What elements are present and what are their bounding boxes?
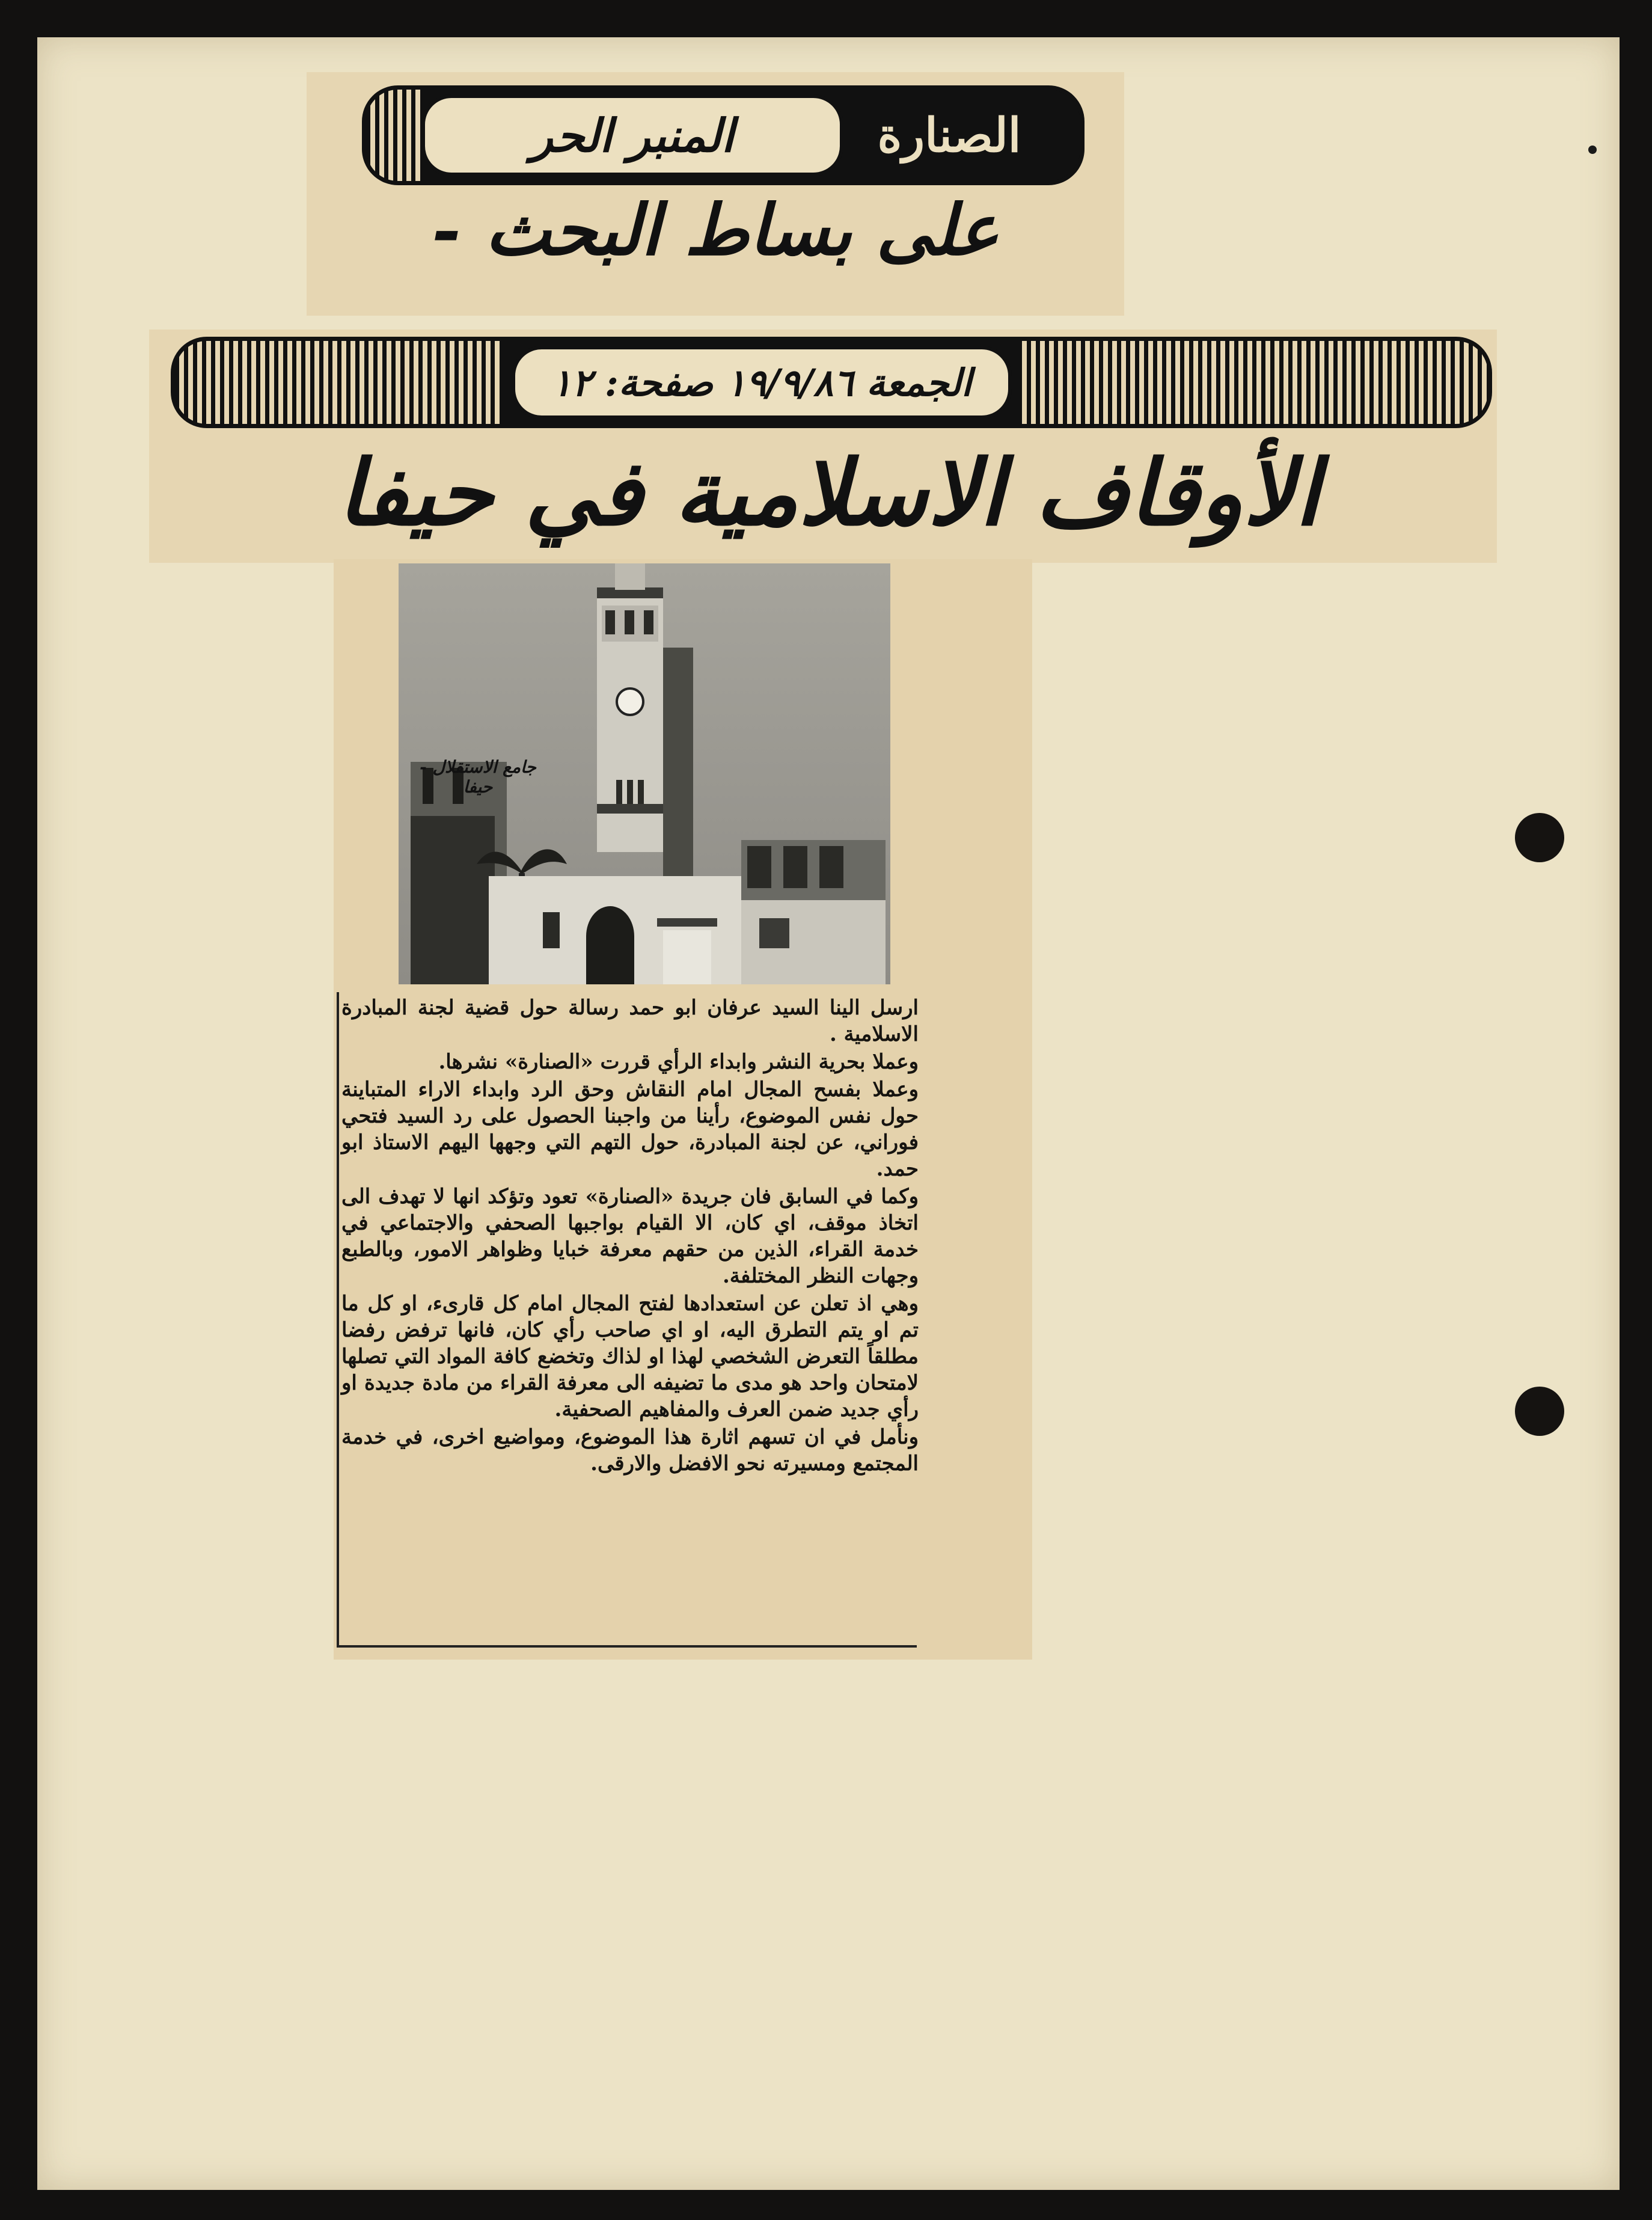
article-paragraph: وهي اذ تعلن عن استعدادها لفتح المجال امام كل قارىء، او كل ما تم او يتم التطرق اليه، او اي صاحب رأي كان، فانها ترفض رفضا مطلقاً التعرض الشخصي لهذا او لذاك وتخضع كافة المواد التي تصلها لامتحان واحد هو مدى ما تضيفه الى معرفة القراء من مادة جديدة او رأي جديد ضمن العرف والمفاهيم الصحفية.: [341, 1292, 919, 1421]
article-paragraph: وعملا بفسح المجال امام النقاش وحق الرد وابداء الاراء المتباينة حول نفس الموضوع، رأينا من واجبنا الحصول على رد السيد فتحي فوراني، عن لجنة المبادرة، حول التهم التي وجهها اليهم الاستاذ ابو حمد.: [341, 1078, 919, 1181]
banner-stripes-right: [1018, 341, 1492, 424]
masthead-clipping: [307, 72, 1124, 316]
photo-caption: جامع الاستقلال - حيفا: [420, 757, 536, 797]
headline-clipping: [149, 330, 1497, 563]
punch-hole-top: [1515, 813, 1564, 862]
edge-mark: [1588, 146, 1597, 154]
article-body: [341, 995, 919, 1478]
article-paragraph: وكما في السابق فان جريدة «الصنارة» تعود وتؤكد انها لا تهدف الى اتخاذ موقف، اي كان، الا القيام بواجبها الصحفي والاجتماعي في خدمة القراء، الذين من حقهم معرفة خبايا وظواهر الامور، وبالطبع وجهات النظر المختلفة.: [341, 1185, 919, 1288]
banner-stripes-left: [175, 341, 500, 424]
headline: الأوقاف الاسلامية في حيفا: [337, 440, 1320, 546]
punch-hole-bottom: [1515, 1387, 1564, 1436]
article-paragraph: ارسل الينا السيد عرفان ابو حمد رسالة حول قضية لجنة المبادرة الاسلامية .: [341, 996, 919, 1046]
banner-stripes: [366, 90, 420, 181]
newspaper-logo: الصنارة: [847, 94, 1051, 176]
column-rule-bottom: [337, 1645, 917, 1648]
article-paragraph: ونأمل في ان تسهم اثارة هذا الموضوع، ومواضيع اخرى، في خدمة المجتمع ومسيرته نحو الافضل والارقى.: [341, 1425, 919, 1476]
section-label: المنبر الحر: [421, 94, 843, 176]
dateline-banner: [171, 337, 1492, 428]
column-title: على بساط البحث -: [432, 189, 999, 271]
mosque-photo: [399, 563, 890, 984]
article-paragraph: وعملا بحرية النشر وابداء الرأي قررت «الصنارة» نشرها.: [438, 1050, 919, 1074]
masthead-banner: [362, 85, 1085, 185]
dateline-text: الجمعة ١٩/٩/٨٦ صفحة: ١٢: [512, 346, 1012, 419]
column-rule-left: [337, 992, 339, 1648]
